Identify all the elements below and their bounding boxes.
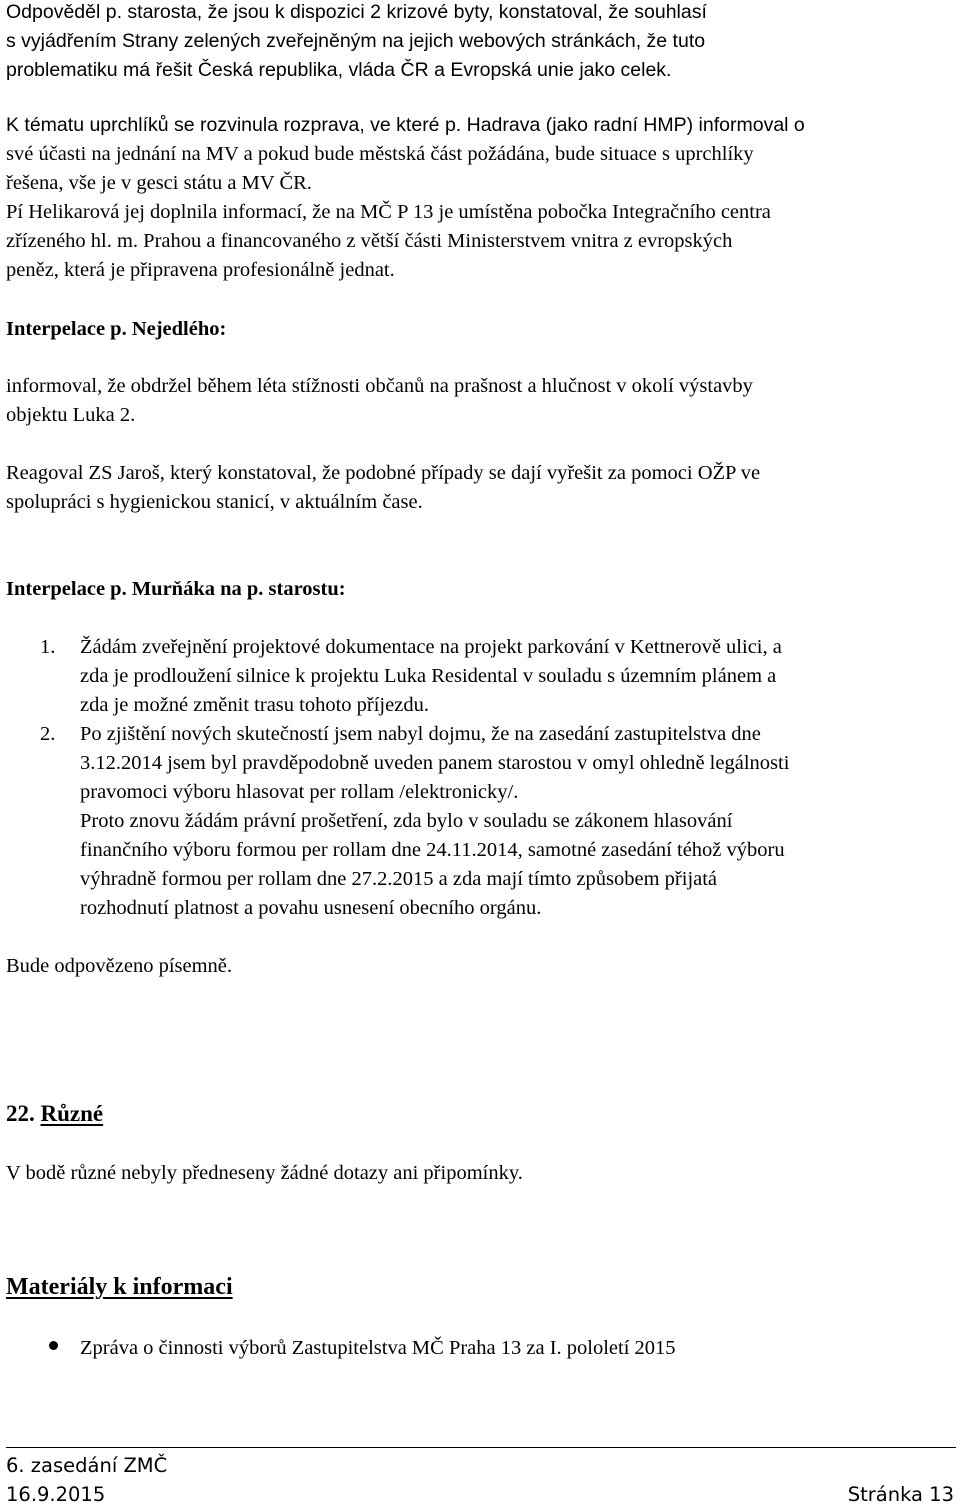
interpellation-heading: Interpelace p. Murňáka na p. starostu:: [6, 578, 346, 600]
list-item-line: výhradně formou per rollam dne 27.2.2015 a zda mají tímto způsobem přijatá: [80, 868, 718, 890]
list-item-line: pravomoci výboru hlasovat per rollam /elektronicky/.: [80, 781, 519, 803]
paragraph-line: informoval, že obdržel během léta stížnosti občanů na prašnost a hlučnost v okolí výstavby: [6, 375, 753, 397]
bullet-icon: [49, 1341, 58, 1350]
footer-session: 6. zasedání ZMČ: [6, 1454, 168, 1477]
footer-divider: [6, 1447, 956, 1448]
answer-note: Bude odpovězeno písemně.: [6, 955, 233, 977]
paragraph-line: zřízeného hl. m. Prahou a financovaného z větší části Ministerstvem vnitra z evropských: [6, 230, 733, 252]
paragraph-line: Pí Helikarová jej doplnila informací, že na MČ P 13 je umístěna pobočka Integračního centra: [6, 201, 771, 223]
footer-date: 16.9.2015: [6, 1483, 106, 1506]
paragraph-line: objektu Luka 2.: [6, 404, 136, 426]
paragraph-line: V bodě různé nebyly předneseny žádné dotazy ani připomínky.: [6, 1162, 523, 1184]
list-item-line: Proto znovu žádám právní prošetření, zda bylo v souladu se zákonem hlasování: [80, 810, 733, 832]
list-number: 1.: [40, 636, 56, 658]
page-number: Stránka 13: [847, 1483, 954, 1506]
paragraph-line: peněz, která je připravena profesionálně jednat.: [6, 259, 395, 281]
list-item: Zpráva o činnosti výborů Zastupitelstva MČ Praha 13 za I. pololetí 2015: [80, 1337, 676, 1359]
paragraph-line: řešena, vše je v gesci státu a MV ČR.: [6, 172, 312, 194]
paragraph-line: Reagoval ZS Jaroš, který konstatoval, že podobné případy se dají vyřešit za pomoci OŽP ve: [6, 462, 761, 484]
list-item-line: 3.12.2014 jsem byl pravděpodobně uveden panem starostou v omyl ohledně legálnosti: [80, 752, 790, 774]
list-item-line: rozhodnutí platnost a povahu usnesení obecního orgánu.: [80, 897, 542, 919]
paragraph-line: problematiku má řešit Česká republika, vláda ČR a Evropská unie jako celek.: [6, 59, 672, 81]
section-heading: [6, 1099, 103, 1128]
interpellation-heading: Interpelace p. Nejedlého:: [6, 318, 227, 340]
list-item-line: finančního výboru formou per rollam dne 24.11.2014, samotné zasedání téhož výboru: [80, 839, 785, 861]
list-number: 2.: [40, 723, 56, 745]
paragraph-line: spolupráci s hygienickou stanicí, v aktuálním čase.: [6, 491, 423, 513]
paragraph-line: své účasti na jednání na MV a pokud bude městská část požádána, bude situace s uprchlíky: [6, 143, 754, 165]
section-number: 22.: [6, 1101, 35, 1126]
list-item-line: Po zjištění nových skutečností jsem nabyl dojmu, že na zasedání zastupitelstva dne: [80, 723, 761, 745]
list-item-line: zda je prodloužení silnice k projektu Luka Residental v souladu s územním plánem a: [80, 665, 777, 687]
list-item-line: zda je možné změnit trasu tohoto příjezdu.: [80, 694, 429, 716]
paragraph-line: s vyjádřením Strany zelených zveřejněným na jejich webových stránkách, že tuto: [6, 30, 706, 52]
list-item-line: Žádám zveřejnění projektové dokumentace na projekt parkování v Kettnerově ulici, a: [80, 636, 782, 658]
paragraph-line: K tématu uprchlíků se rozvinula rozprava, ve které p. Hadrava (jako radní HMP) informoval o: [6, 114, 805, 136]
materials-heading: Materiály k informaci: [6, 1274, 233, 1300]
paragraph-line: Odpověděl p. starosta, že jsou k dispozici 2 krizové byty, konstatoval, že souhlasí: [6, 1, 707, 23]
section-title: Různé: [40, 1101, 104, 1126]
